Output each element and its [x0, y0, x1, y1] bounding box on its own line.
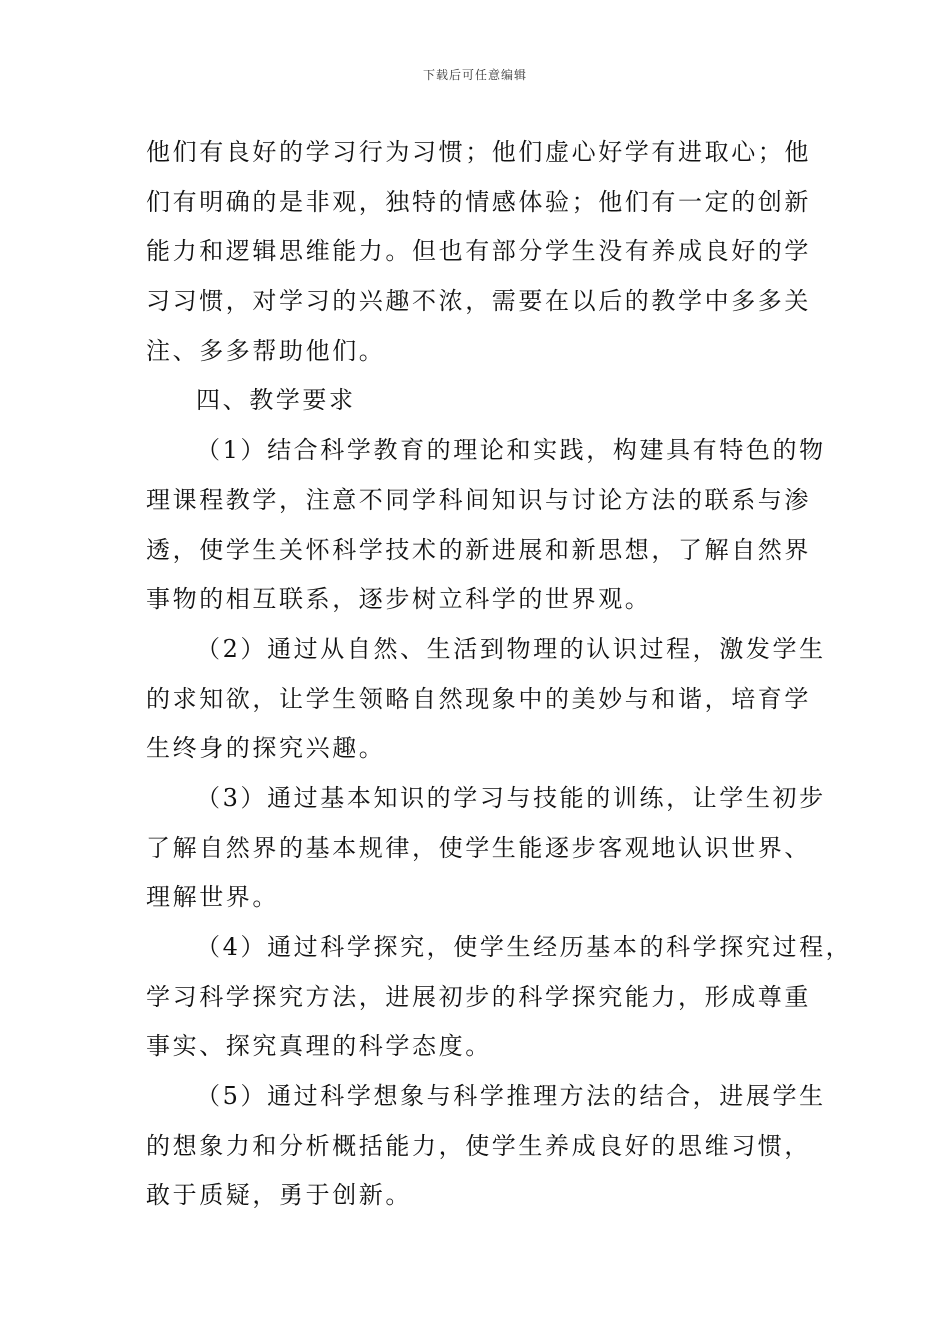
requirement-3-line: （3）通过基本知识的学习与技能的训练，让学生初步 [196, 783, 826, 812]
requirement-1-line: 透，使学生关怀科学技术的新进展和新思想，了解自然界 [146, 535, 811, 564]
requirement-4-line: 事实、探究真理的科学态度。 [146, 1032, 492, 1061]
requirement-2-line: 的求知欲，让学生领略自然现象中的美妙与和谐，培育学 [146, 684, 811, 713]
header-note: 下载后可任意编辑 [422, 68, 527, 82]
requirement-3-line: 了解自然界的基本规律，使学生能逐步客观地认识世界、 [146, 833, 811, 862]
paragraph-line: 习习惯，对学习的兴趣不浓，需要在以后的教学中多多关 [146, 287, 811, 316]
requirement-1-line: （1）结合科学教育的理论和实践，构建具有特色的物 [196, 436, 826, 465]
requirement-1-line: 理课程教学，注意不同学科间知识与讨论方法的联系与渗 [146, 485, 811, 514]
requirement-4-line: （4）通过科学探究，使学生经历基本的科学探究过程， [196, 933, 853, 961]
paragraph-line: 他们有良好的学习行为习惯；他们虚心好学有进取心；他 [146, 138, 811, 166]
paragraph-line: 们有明确的是非观，独特的情感体验；他们有一定的创新 [146, 187, 811, 216]
requirement-5-line: 的想象力和分析概括能力，使学生养成良好的思维习惯， [146, 1131, 811, 1160]
section-heading: 四、教学要求 [196, 386, 356, 415]
paragraph-line: 能力和逻辑思维能力。但也有部分学生没有养成良好的学 [146, 237, 811, 266]
paragraph-line: 注、多多帮助他们。 [146, 336, 386, 365]
requirement-5-line: （5）通过科学想象与科学推理方法的结合，进展学生 [196, 1082, 826, 1111]
requirement-2-line: （2）通过从自然、生活到物理的认识过程，激发学生 [196, 634, 826, 663]
requirement-4-line: 学习科学探究方法，进展初步的科学探究能力，形成尊重 [146, 982, 811, 1011]
document-body [146, 128, 853, 1221]
requirement-1-line: 事物的相互联系，逐步树立科学的世界观。 [146, 585, 652, 614]
requirement-2-line: 生终身的探究兴趣。 [146, 734, 386, 763]
requirement-3-line: 理解世界。 [146, 883, 279, 912]
requirement-5-line: 敢于质疑，勇于创新。 [146, 1181, 412, 1210]
